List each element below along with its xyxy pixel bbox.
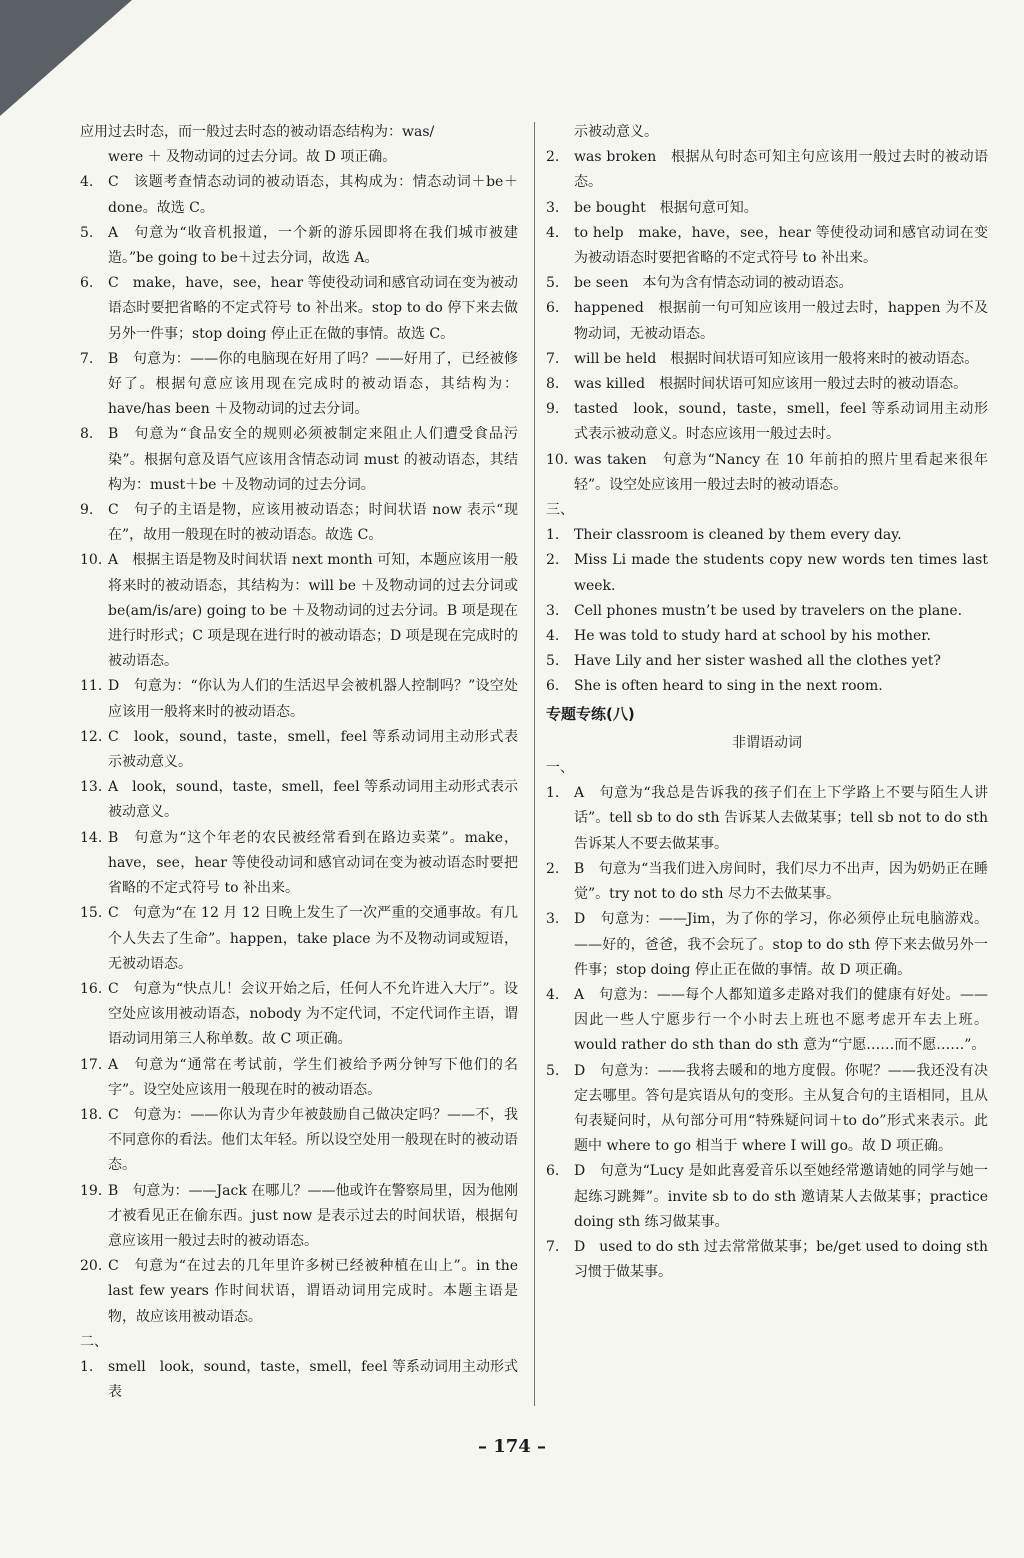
answer-text: B 句意为：——Jack 在哪儿？——他或许在警察局里，因为他刚才被看见正在偷东西。just now 是表示过去的时间状语，根据句意应该用一般过去时的被动语态。	[108, 1182, 518, 1249]
answer-item	[546, 1235, 988, 1285]
intro-line-1: 应用过去时态，而一般过去时态的被动语态结构为：was/	[80, 124, 435, 140]
answer-text: A 句意为：——每个人都知道多走路对我们的健康有好处。——因此一些人宁愿步行一个小时去上班也不愿考虑开车去上班。would rather do sth than do sth 意为“宁愿……而不愿……”。	[574, 986, 988, 1054]
page-number: – 174 –	[477, 1436, 547, 1457]
answer-number: 11.	[80, 678, 103, 695]
answer-item	[546, 1059, 988, 1160]
answer-number: 1.	[546, 527, 560, 544]
answer-item	[546, 907, 988, 983]
answer-item	[80, 422, 518, 498]
answer-item	[80, 775, 518, 825]
answer-number: 5.	[546, 275, 560, 292]
answer-item	[80, 1103, 518, 1179]
answer-number: 4.	[546, 986, 560, 1003]
answer-item	[546, 548, 988, 598]
answer-text: D used to do sth 过去常常做某事；be/get used to doing sth 习惯于做某事。	[574, 1238, 988, 1281]
answer-number: 15.	[80, 905, 103, 922]
answer-text: A 句意为“收音机报道，一个新的游乐园即将在我们城市被建造。”be going to be＋过去分词，故选 A。	[108, 224, 518, 267]
answer-text: Cell phones mustn’t be used by travelers on the plane.	[574, 602, 963, 619]
answer-number: 10.	[546, 451, 569, 468]
answer-text: D 句意为“Lucy 是如此喜爱音乐以至她经常邀请她的同学与她一起练习跳舞”。invite sb to do sth 邀请某人去做某事；practice doing sth 练习做某事。	[574, 1163, 988, 1230]
answer-text: C 句意为：——你认为青少年被鼓励自己做决定吗？——不，我不同意你的看法。他们太年轻。所以设空处用一般现在时的被动语态。	[108, 1106, 518, 1174]
answer-item	[80, 1053, 518, 1103]
answer-text: D 句意为：——我将去暖和的地方度假。你呢？——我还没有决定去哪里。答句是宾语从句的变形。主从复合句的主语相同，且从句表疑问时，从句部分可用“特殊疑问词＋to do”形式来表示。此题中 where to go 相当于 where I will go。故 D 项正确。	[574, 1062, 988, 1155]
answer-number: 3.	[546, 602, 560, 619]
answer-item	[546, 1159, 988, 1235]
answer-list-section-one-passive	[80, 170, 518, 1329]
answer-text: C make，have，see，hear 等使役动词和感官动词在变为被动语态时要把省略的不定式符号 to 补出来。stop to do 停下来去做另外一件事；stop doing 停止正在做的事情。故选 C。	[108, 275, 518, 342]
right-column	[546, 120, 988, 1285]
answer-item	[546, 397, 988, 447]
answer-list-section-two	[546, 145, 988, 498]
answer-item	[80, 170, 518, 220]
answer-number: 13.	[80, 779, 103, 796]
answer-item	[80, 977, 518, 1053]
answer-text: B 句意为“当我们进入房间时，我们尽力不出声，因为奶奶正在睡觉”。try not to do sth 尽力不去做某事。	[574, 860, 988, 903]
answer-item	[546, 145, 988, 195]
answer-number: 6.	[546, 1163, 560, 1180]
answer-text: C 该题考查情态动词的被动语态，其构成为：情态动词＋be＋done。故选 C。	[108, 174, 518, 216]
answer-list-section-three	[546, 523, 988, 699]
answer-item	[80, 347, 518, 423]
answer-text: C 句子的主语是物，应该用被动语态；时间状语 now 表示“现在”，故用一般现在时的被动语态。故选 C。	[108, 502, 518, 544]
answer-number: 3.	[546, 199, 560, 216]
answer-item	[80, 826, 518, 902]
section-two-label: 二、	[80, 1333, 108, 1350]
answer-item	[546, 523, 988, 548]
answer-text: B 句意为“这个年老的农民被经常看到在路边卖菜”。make，have，see，hear 等使役动词和感官动词在变为被动语态时要把省略的不定式符号 to 补出来。	[108, 829, 518, 897]
answer-text: D 句意为：——Jim，为了你的学习，你必须停止玩电脑游戏。——好的，爸爸，我不会玩了。stop to do sth 停下来去做另外一件事；stop doing 停止正在做的事情。故 D 项正确。	[574, 911, 988, 978]
answer-item	[546, 221, 988, 271]
answer-text: He was told to study hard at school by his mother.	[574, 628, 931, 645]
intro-line-2: were ＋ 及物动词的过去分词。故 D 项正确。	[108, 149, 397, 166]
answer-text: A 根据主语是物及时间状语 next month 可知，本题应该用一般将来时的被动语态，其结构为：will be ＋及物动词的过去分词或 be(am/is/are) going to be ＋及物动词的过去分词。B 项是现在进行时形式；C 项是现在进行时的被动语态；D 项是现在完成时的被动语态。	[108, 552, 518, 670]
answer-number: 4.	[80, 174, 94, 191]
answer-number: 8.	[546, 376, 560, 393]
answer-text: be bought 根据句意可知。	[574, 199, 758, 216]
answer-item	[80, 548, 518, 674]
answer-text: C 句意为“在 12 月 12 日晚上发生了一次严重的交通事故。有几个人失去了生命”。happen，take place 为不及物动词或短语，无被动语态。	[108, 905, 518, 972]
answer-number: 4.	[546, 224, 560, 241]
answer-text: Have Lily and her sister washed all the clothes yet?	[574, 653, 941, 670]
answer-text: A 句意为“我总是告诉我的孩子们在上下学路上不要与陌生人讲话”。tell sb to do sth 告诉某人去做某事；tell sb not to do sth 告诉某人不要去做某事。	[574, 785, 988, 852]
answer-item	[546, 271, 988, 296]
answer-number: 5.	[546, 653, 560, 670]
answer-number: 7.	[546, 1238, 560, 1255]
answer-text: D 句意为：“你认为人们的生活迟早会被机器人控制吗？”设空处应该用一般将来时的被动语态。	[108, 678, 518, 720]
answer-item	[80, 221, 518, 271]
answer-text: Their classroom is cleaned by them every day.	[574, 527, 902, 544]
intro-line: 示被动意义。	[574, 124, 658, 140]
answer-number: 2.	[546, 149, 560, 166]
answer-number: 19.	[80, 1182, 103, 1199]
answer-text: was broken 根据从句时态可知主句应该用一般过去时的被动语态。	[574, 149, 988, 191]
answer-number: 9.	[80, 502, 94, 519]
answer-number: 3.	[546, 911, 560, 928]
answer-number: 2.	[546, 552, 560, 569]
scan-corner-shadow	[0, 0, 132, 116]
answer-text: B 句意为：——你的电脑现在好用了吗？——好用了，已经被修好了。根据句意应该用现在完成时的被动语态，其结构为：have/has been ＋及物动词的过去分词。	[108, 350, 518, 418]
answer-list-section-one-nonfinite	[546, 781, 988, 1285]
answer-number: 7.	[80, 350, 94, 367]
answer-text: smell look，sound，taste，smell，feel 等系动词用主动形式表	[108, 1358, 518, 1401]
answer-number: 1.	[546, 785, 560, 802]
answer-text: A 句意为“通常在考试前，学生们被给予两分钟写下他们的名字”。设空处应该用一般现在时的被动语态。	[108, 1056, 518, 1098]
answer-number: 5.	[80, 224, 94, 241]
topic-subheading: 非谓语动词	[732, 734, 802, 751]
answer-item	[546, 649, 988, 674]
answer-number: 8.	[80, 426, 94, 443]
answer-item	[546, 196, 988, 221]
answer-number: 5.	[546, 1062, 560, 1079]
section-one-label: 一、	[546, 760, 574, 777]
answer-number: 9.	[546, 401, 560, 418]
answer-number: 2.	[546, 860, 560, 877]
answer-item	[546, 781, 988, 857]
answer-number: 7.	[546, 350, 560, 367]
answer-item	[546, 599, 988, 624]
answer-number: 6.	[546, 300, 560, 317]
answer-text: She is often heard to sing in the next room.	[574, 678, 883, 695]
answer-number: 14.	[80, 829, 103, 846]
answer-number: 12.	[80, 728, 103, 745]
answer-text: C look，sound，taste，smell，feel 等系动词用主动形式表示被动意义。	[108, 728, 518, 771]
answer-item	[80, 674, 518, 724]
answer-text: be seen 本句为含有情态动词的被动语态。	[574, 275, 853, 292]
answer-text: happened 根据前一句可知应该用一般过去时，happen 为不及物动词，无被动语态。	[574, 300, 988, 342]
answer-number: 16.	[80, 980, 103, 997]
answer-item	[80, 725, 518, 775]
answer-number: 18.	[80, 1106, 103, 1123]
column-divider	[534, 122, 535, 1406]
answer-item	[546, 448, 988, 498]
answer-number: 17.	[80, 1056, 103, 1073]
answer-text: Miss Li made the students copy new words ten times last week.	[574, 552, 988, 594]
answer-item	[546, 983, 988, 1059]
answer-item	[80, 901, 518, 977]
answer-number: 20.	[80, 1258, 103, 1275]
answer-item	[546, 624, 988, 649]
answer-text: was taken 句意为“Nancy 在 10 年前拍的照片里看起来很年轻”。设空处应该用一般过去时的被动语态。	[574, 451, 988, 493]
answer-text: to help make，have，see，hear 等使役动词和感官动词在变为被动语态时要把省略的不定式符号 to 补出来。	[574, 224, 988, 267]
answer-item	[546, 674, 988, 699]
answer-text: will be held 根据时间状语可知应该用一般将来时的被动语态。	[574, 350, 979, 367]
answer-item	[80, 1254, 518, 1330]
answer-text: A look，sound，taste，smell，feel 等系动词用主动形式表示被动意义。	[108, 779, 518, 821]
answer-item	[546, 347, 988, 372]
answer-text: B 句意为“食品安全的规则必须被制定来阻止人们遭受食品污染”。根据句意及语气应该用含情态动词 must 的被动语态，其结构为：must＋be ＋及物动词的过去分词。	[108, 426, 518, 493]
answer-number: 10.	[80, 552, 103, 569]
answer-text: tasted look，sound，taste，smell，feel 等系动词用主动形式表示被动意义。时态应该用一般过去时。	[574, 401, 988, 443]
answer-item	[80, 271, 518, 347]
answer-item	[80, 1179, 518, 1255]
answer-text: was killed 根据时间状语可知应该用一般过去时的被动语态。	[574, 376, 968, 393]
answer-number: 6.	[80, 275, 94, 292]
answer-item	[546, 372, 988, 397]
left-column	[80, 120, 518, 1405]
answer-number: 1.	[80, 1358, 94, 1375]
answer-item	[546, 296, 988, 346]
topic-heading: 专题专练(八)	[546, 704, 635, 723]
answer-item	[546, 857, 988, 907]
answer-number: 4.	[546, 628, 560, 645]
answer-text: C 句意为“快点儿！会议开始之后，任何人不允许进入大厅”。设空处应该用被动语态，nobody 为不定代词，不定代词作主语，谓语动词用第三人称单数。故 C 项正确。	[108, 980, 518, 1048]
answer-text: C 句意为“在过去的几年里许多树已经被种植在山上”。in the last few years 作时间状语，谓语动词用完成时。本题主语是物，故应该用被动语态。	[108, 1258, 518, 1325]
answer-number: 6.	[546, 678, 560, 695]
answer-item	[80, 498, 518, 548]
answer-item	[80, 1355, 518, 1405]
section-three-label: 三、	[546, 502, 574, 519]
